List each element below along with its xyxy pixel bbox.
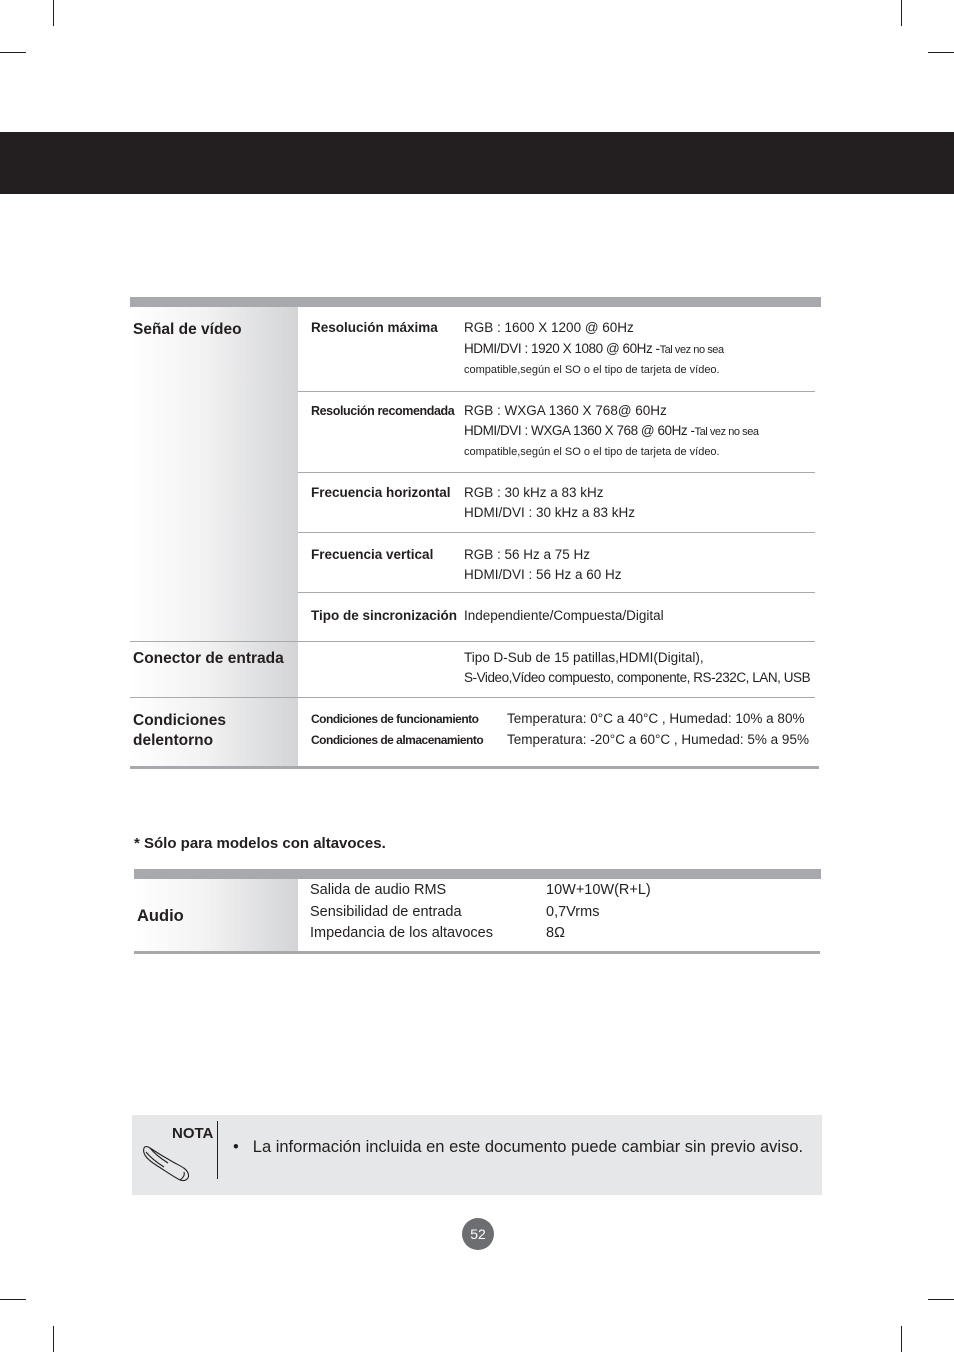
row-divider [298,391,815,392]
spec-value: RGB : 56 Hz a 75 Hz [464,547,591,562]
spec-label: Resolución máxima [311,320,438,335]
spec-value: Tipo D-Sub de 15 patillas,HDMI(Digital), [464,650,704,665]
spec-note: compatible,según el SO o el tipo de tarjeta de vídeo. [464,364,720,376]
spec-value: HDMI/DVI : WXGA 1360 X 768 @ 60Hz -Tal vez no sea [464,423,759,438]
speaker-footnote: * Sólo para modelos con altavoces. [134,835,386,852]
spec-value: RGB : 1600 X 1200 @ 60Hz [464,320,634,335]
crop-mark [0,1299,26,1300]
category-cell-video [130,307,298,641]
spec-label: Tipo de sincronización [311,608,458,623]
crop-mark [928,1299,954,1300]
crop-mark [53,1326,54,1352]
row-divider [298,472,815,473]
category-video: Señal de vídeo [133,321,242,338]
audio-label: Impedancia de los altavoces [310,925,493,941]
nota-text: • La información incluida en este documento puede cambiar sin previo aviso. [233,1138,804,1156]
audio-label: Salida de audio RMS [310,882,447,898]
category-env: Condiciones delentorno [133,712,227,749]
spec-value: HDMI/DVI : 1920 X 1080 @ 60Hz -Tal vez no sea [464,341,724,356]
page-number: 52 [462,1218,494,1250]
category-input: Conector de entrada [133,650,284,667]
spec-value: Temperatura: -20°C a 60°C , Humedad: 5% a 95% [507,732,809,747]
table-bottom-rule [130,766,819,769]
table-bottom-rule [134,951,820,954]
spec-label: Resolución recomendada [311,404,455,418]
row-divider [298,592,815,593]
nota-label: NOTA [172,1125,214,1142]
category-audio: Audio [137,907,184,925]
spec-value: RGB : 30 kHz a 83 kHz [464,485,604,500]
spec-label: Frecuencia vertical [311,547,434,562]
spec-value: Temperatura: 0°C a 40°C , Humedad: 10% a 80% [507,711,805,726]
crop-mark [53,0,54,26]
spec-value: RGB : WXGA 1360 X 768@ 60Hz [464,403,667,418]
spec-value: S-Video,Vídeo compuesto, componente, RS-232C, LAN, USB [464,670,811,685]
table-top-rule [130,297,821,307]
audio-value: 10W+10W(R+L) [546,882,651,898]
crop-mark [901,1326,902,1352]
audio-label: Sensibilidad de entrada [310,904,462,920]
spec-value: HDMI/DVI : 30 kHz a 83 kHz [464,505,636,520]
nota-divider [217,1121,218,1179]
crop-mark [928,52,954,53]
spec-note: compatible,según el SO o el tipo de tarjeta de vídeo. [464,446,720,458]
spec-label: Condiciones de funcionamiento [311,712,479,726]
spec-label: Frecuencia horizontal [311,485,451,500]
spec-label: Condiciones de almacenamiento [311,733,484,747]
spec-value: HDMI/DVI : 56 Hz a 60 Hz [464,567,622,582]
table-top-rule [134,869,821,879]
row-divider [298,532,815,533]
audio-value: 0,7Vrms [546,904,600,920]
spec-value: Independiente/Compuesta/Digital [464,608,664,623]
audio-value: 8Ω [546,925,565,941]
header-bar [0,132,954,194]
crop-mark [0,52,26,53]
crop-mark [901,0,902,26]
pencil-icon [140,1140,192,1186]
